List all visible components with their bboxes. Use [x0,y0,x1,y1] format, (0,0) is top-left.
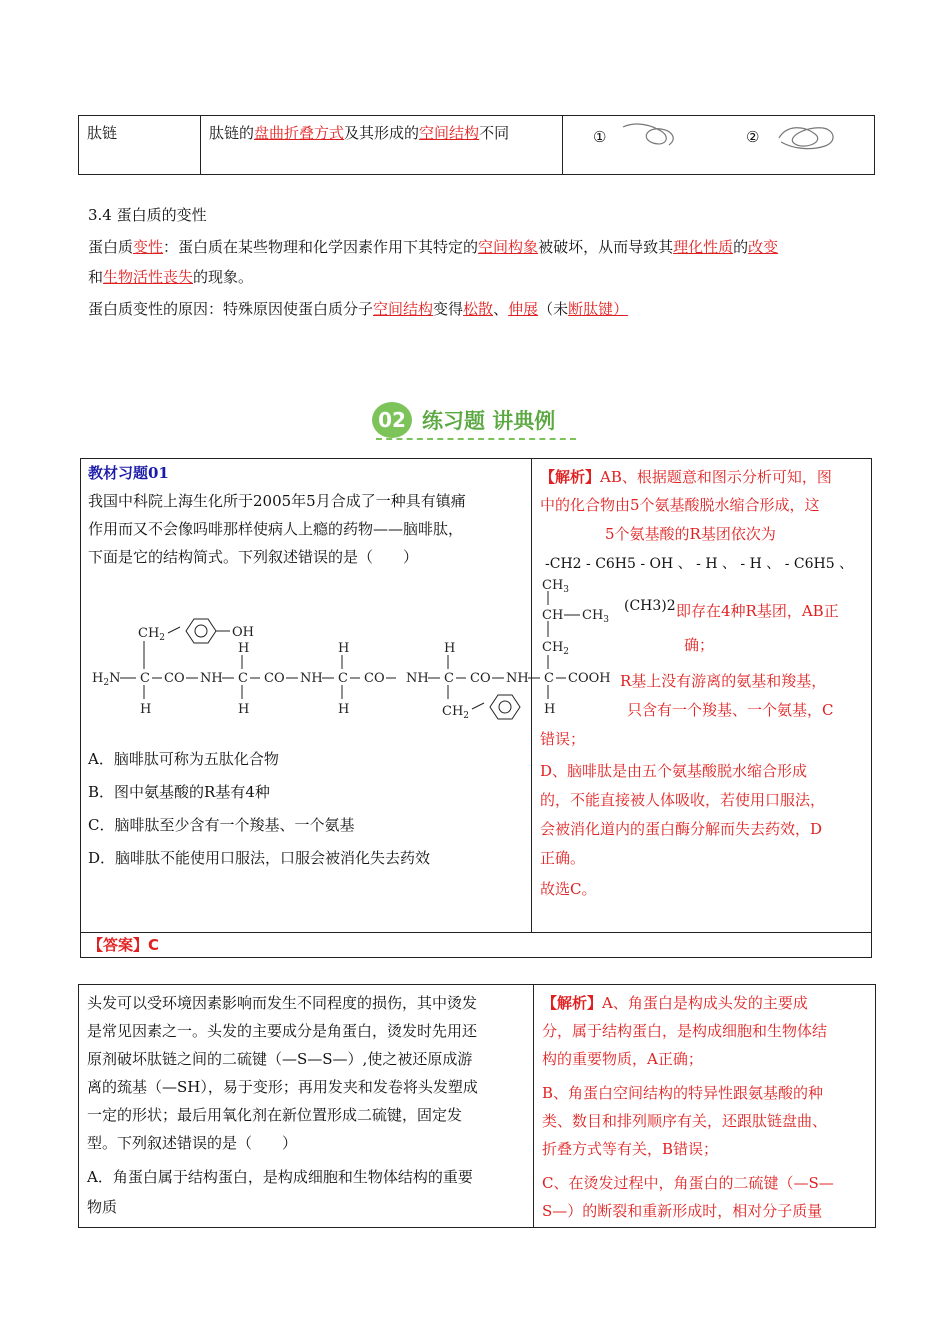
ch3-group: $CH_3$ [542,578,570,595]
question1-r-group-ch3: (CH3)2 [624,598,676,614]
chain-cooh: COOH [568,671,611,686]
h-atom: H [338,641,350,656]
h-atom: H [338,702,350,717]
ch2-group: $CH_2$ [442,704,470,721]
table-cell-desc: 肽链的盘曲折叠方式及其形成的空间结构不同 [201,116,563,175]
h-atom: H [140,702,152,717]
chain-nh1: NH [200,671,223,686]
question1-analysis-line: 确； [684,636,715,654]
question2-stem-line: 型。下列叙述错误的是（ ） [87,1134,298,1152]
question1-analysis-line: 故选C。 [540,880,597,898]
figure-mark-2: ② [746,128,760,146]
peptide-table [78,115,875,175]
ch2-group: $CH_2$ [542,640,570,657]
paragraph-cause: 蛋白质变性的原因：特殊原因使蛋白质分子空间结构变得松散、伸展（未断肽键） [88,300,629,318]
question1-stem-line: 下面是它的结构简式。下列叙述错误的是（ ） [88,548,419,566]
ch3-group: $CH_3$ [582,608,610,625]
h-atom: H [238,641,250,656]
question2-analysis-line: B、角蛋白空间结构的特异性跟氨基酸的种 [542,1084,824,1102]
question1-analysis-line: 正确。 [540,849,586,867]
question1-analysis-line: R基上没有游离的氨基和羧基， [620,672,827,690]
chain-co4: CO [470,671,491,686]
chain-co2: CO [264,671,285,686]
question1-stem-line: 作用而又不会像吗啡那样使病人上瘾的药物——脑啡肽， [88,520,464,538]
question1-analysis-line: 中的化合物由5个氨基酸脱水缩合形成，这 [540,496,820,514]
question1-option: B．图中氨基酸的R基有4种 [88,783,270,801]
question1-analysis-line: 错误； [540,730,586,748]
chain-co3: CO [364,671,385,686]
h-atom: H [544,702,556,717]
chain-c3: C [338,671,348,686]
chain-nh3: NH [406,671,429,686]
paragraph-definition: 蛋白质变性：蛋白质在某些物理和化学因素作用下其特定的空间构象被破坏，从而导致其理化性质的改变 [88,238,779,256]
oh-group: OH [232,625,254,640]
chain-co1: CO [164,671,185,686]
figure-mark-1: ① [593,128,607,146]
question1-answer-divider [80,932,871,933]
question2-stem-line: 原剂破坏肽链之间的二硫键（—S—S—）,使之被还原成游 [87,1050,473,1068]
question1-stem-line: 我国中科院上海生化所于2005年5月合成了一种具有镇痛 [88,492,466,510]
chain-c1: C [140,671,150,686]
ch2-group: $CH_2$ [138,626,166,643]
question1-r-groups: -CH2 - C6H5 - OH 、 - H 、 - H 、 - C6H5 、 [545,556,854,572]
question2-analysis-line: C、在烫发过程中，角蛋白的二硫键（—S— [542,1174,834,1192]
question2-option: A．角蛋白属于结构蛋白，是构成细胞和生物体结构的重要 [87,1168,473,1186]
banner-title: 练习题 讲典例 [422,409,556,433]
h-atom: H [238,702,250,717]
question1-analysis-line: 【解析】AB、根据题意和图示分析可知，图 [540,468,832,486]
tyrosine-ring [186,619,216,643]
question1-option: C．脑啡肽至少含有一个羧基、一个氨基 [88,816,355,834]
question2-stem-line: 头发可以受环境因素影响而发生不同程度的损伤，其中烫发 [87,994,478,1012]
question2-analysis-line: 分，属于结构蛋白，是构成细胞和生物体结 [542,1022,828,1040]
chain-c4: C [444,671,454,686]
question1-option: D．脑啡肽不能使用口服法，口服会被消化失去药效 [88,849,431,867]
question2-analysis-line: 折叠方式等有关，B错误； [542,1140,719,1158]
table-cell-term: 肽链 [79,116,201,175]
phenyl-ring [490,695,520,719]
chain-nh4: NH [506,671,529,686]
h-atom: H [444,641,456,656]
chain-c2: C [238,671,248,686]
coiled-chain-figure-1 [621,119,681,153]
coiled-chain-figure-2 [775,120,840,154]
question2-analysis-line: 【解析】A、角蛋白是构成头发的主要成 [542,994,808,1012]
question2-analysis-line: 构的重要物质，A正确； [542,1050,703,1068]
section-heading: 3.4 蛋白质的变性 [88,206,207,224]
question1-analysis-line: 会被消化道内的蛋白酶分解而失去药效，D [540,820,823,838]
ch-group: CH [542,608,564,623]
chain-h2n: $H_2N$ [92,671,121,688]
question1-analysis-line: 只含有一个羧基、一个氨基，C [627,701,834,719]
question1-option: A．脑啡肽可称为五肽化合物 [88,750,279,768]
banner-number-badge: 02 [372,402,412,438]
question2-analysis-line: S—）的断裂和重新形成时，相对分子质量 [542,1202,823,1220]
paragraph-definition-cont: 和生物活性丧失的现象。 [88,268,254,286]
question2-stem-line: 是常见因素之一。头发的主要成分是角蛋白，烫发时先用还 [87,1022,478,1040]
enkephalin-structure [88,575,618,725]
question2-analysis-line: 类、数目和排列顺序有关，还跟肽链盘曲、 [542,1112,828,1130]
chain-nh2: NH [300,671,323,686]
question1-answer: 【答案】C [88,936,160,954]
question1-analysis-line: D、脑啡肽是由五个氨基酸脱水缩合形成 [540,762,808,780]
question1-label: 教材习题01 [88,464,169,482]
table-cell-figures [563,116,875,175]
question1-analysis-line: 即存在4种R基团，AB正 [676,602,839,620]
question1-analysis-line: 5个氨基酸的R基团依次为 [605,525,776,543]
question2-option: 物质 [87,1198,118,1216]
question2-stem-line: 离的巯基（—SH），易于变形；再用发夹和发卷将头发塑成 [87,1078,478,1096]
banner-underline [376,438,576,440]
chain-c5: C [544,671,554,686]
question2-divider [533,984,534,1227]
question2-stem-line: 一定的形状；最后用氧化剂在新位置形成二硫键，固定发 [87,1106,463,1124]
question1-analysis-line: 的，不能直接被人体吸收，若使用口服法， [540,791,826,809]
